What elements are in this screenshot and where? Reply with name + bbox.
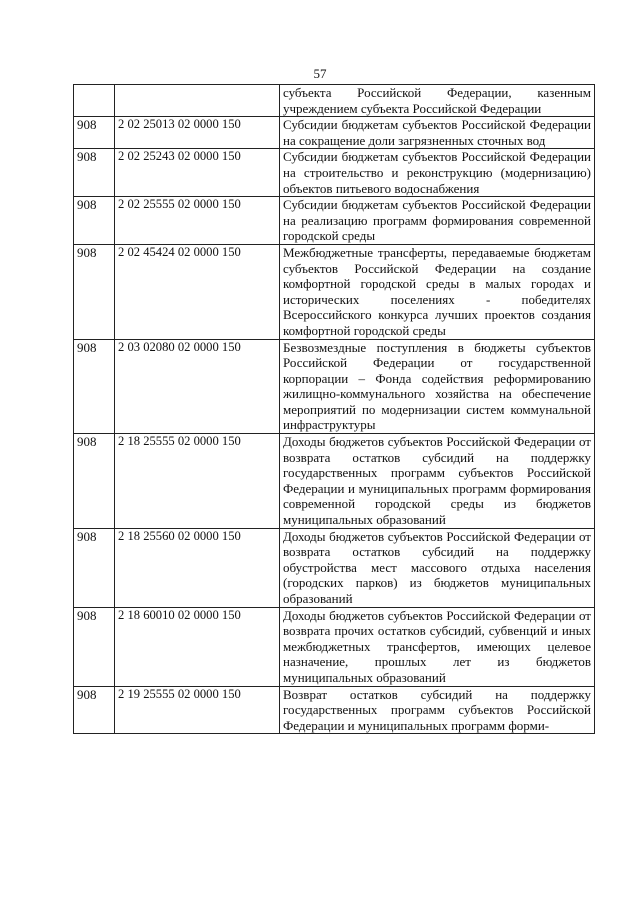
description-cell: Доходы бюджетов субъектов Российской Федерации от возврата остатков субсидий на поддержку обустройства мест массового отдыха населения (городских парков) из бюджетов муниципальных образований <box>280 528 595 607</box>
page-number: 57 <box>313 66 327 81</box>
description-cell: Возврат остатков субсидий на поддержку государственных программ субъектов Российской Федерации и муниципальных программ форми- <box>280 686 595 734</box>
description-cell: субъекта Российской Федерации, казенным учреждением субъекта Российской Федерации <box>280 85 595 117</box>
table-row <box>74 528 595 607</box>
table-row <box>74 686 595 734</box>
description-cell: Доходы бюджетов субъектов Российской Федерации от возврата остатков субсидий на поддержку государственных программ субъектов Российской Федерации и муниципальных программ формирования современной городской среды из бюджетов муниципальных образований <box>280 434 595 529</box>
budget-code-cell: 2 02 45424 02 0000 150 <box>115 244 280 339</box>
budget-code-cell: 2 18 25555 02 0000 150 <box>115 434 280 529</box>
budget-code-cell: 2 02 25243 02 0000 150 <box>115 149 280 197</box>
admin-code-cell: 908 <box>74 686 115 734</box>
admin-code-cell: 908 <box>74 434 115 529</box>
budget-code-cell: 2 03 02080 02 0000 150 <box>115 339 280 434</box>
admin-code-cell: 908 <box>74 149 115 197</box>
admin-code-cell: 908 <box>74 339 115 434</box>
description-cell: Безвозмездные поступления в бюджеты субъектов Российской Федерации от государственной корпорации – Фонда содействия реформированию жилищно-коммунального хозяйства на обеспечение мероприятий по модернизации систем коммунальной инфраструктуры <box>280 339 595 434</box>
budget-code-cell: 2 18 25560 02 0000 150 <box>115 528 280 607</box>
table-row <box>74 607 595 686</box>
table-row <box>74 244 595 339</box>
description-cell: Межбюджетные трансферты, передаваемые бюджетам субъектов Российской Федерации на создание комфортной городской среды в малых городах и исторических поселениях - победителях Всероссийского конкурса лучших проектов создания комфортной городской среды <box>280 244 595 339</box>
budget-classification-table <box>73 84 595 734</box>
admin-code-cell: 908 <box>74 197 115 245</box>
admin-code-cell: 908 <box>74 607 115 686</box>
table-row <box>74 197 595 245</box>
admin-code-cell: 908 <box>74 244 115 339</box>
description-cell: Субсидии бюджетам субъектов Российской Федерации на реализацию программ формирования современной городской среды <box>280 197 595 245</box>
admin-code-cell <box>74 85 115 117</box>
admin-code-cell: 908 <box>74 117 115 149</box>
budget-code-cell: 2 02 25555 02 0000 150 <box>115 197 280 245</box>
table-row <box>74 434 595 529</box>
budget-code-cell: 2 18 60010 02 0000 150 <box>115 607 280 686</box>
admin-code-cell: 908 <box>74 528 115 607</box>
table-row <box>74 117 595 149</box>
budget-code-cell: 2 02 25013 02 0000 150 <box>115 117 280 149</box>
budget-code-cell: 2 19 25555 02 0000 150 <box>115 686 280 734</box>
table-row <box>74 85 595 117</box>
description-cell: Субсидии бюджетам субъектов Российской Федерации на строительство и реконструкцию (модернизацию) объектов питьевого водоснабжения <box>280 149 595 197</box>
table-row <box>74 149 595 197</box>
budget-code-cell <box>115 85 280 117</box>
description-cell: Субсидии бюджетам субъектов Российской Федерации на сокращение доли загрязненных сточных вод <box>280 117 595 149</box>
description-cell: Доходы бюджетов субъектов Российской Федерации от возврата прочих остатков субсидий, субвенций и иных межбюджетных трансфертов, имеющих целевое назначение, прошлых лет из бюджетов муниципальных образований <box>280 607 595 686</box>
table-row <box>74 339 595 434</box>
